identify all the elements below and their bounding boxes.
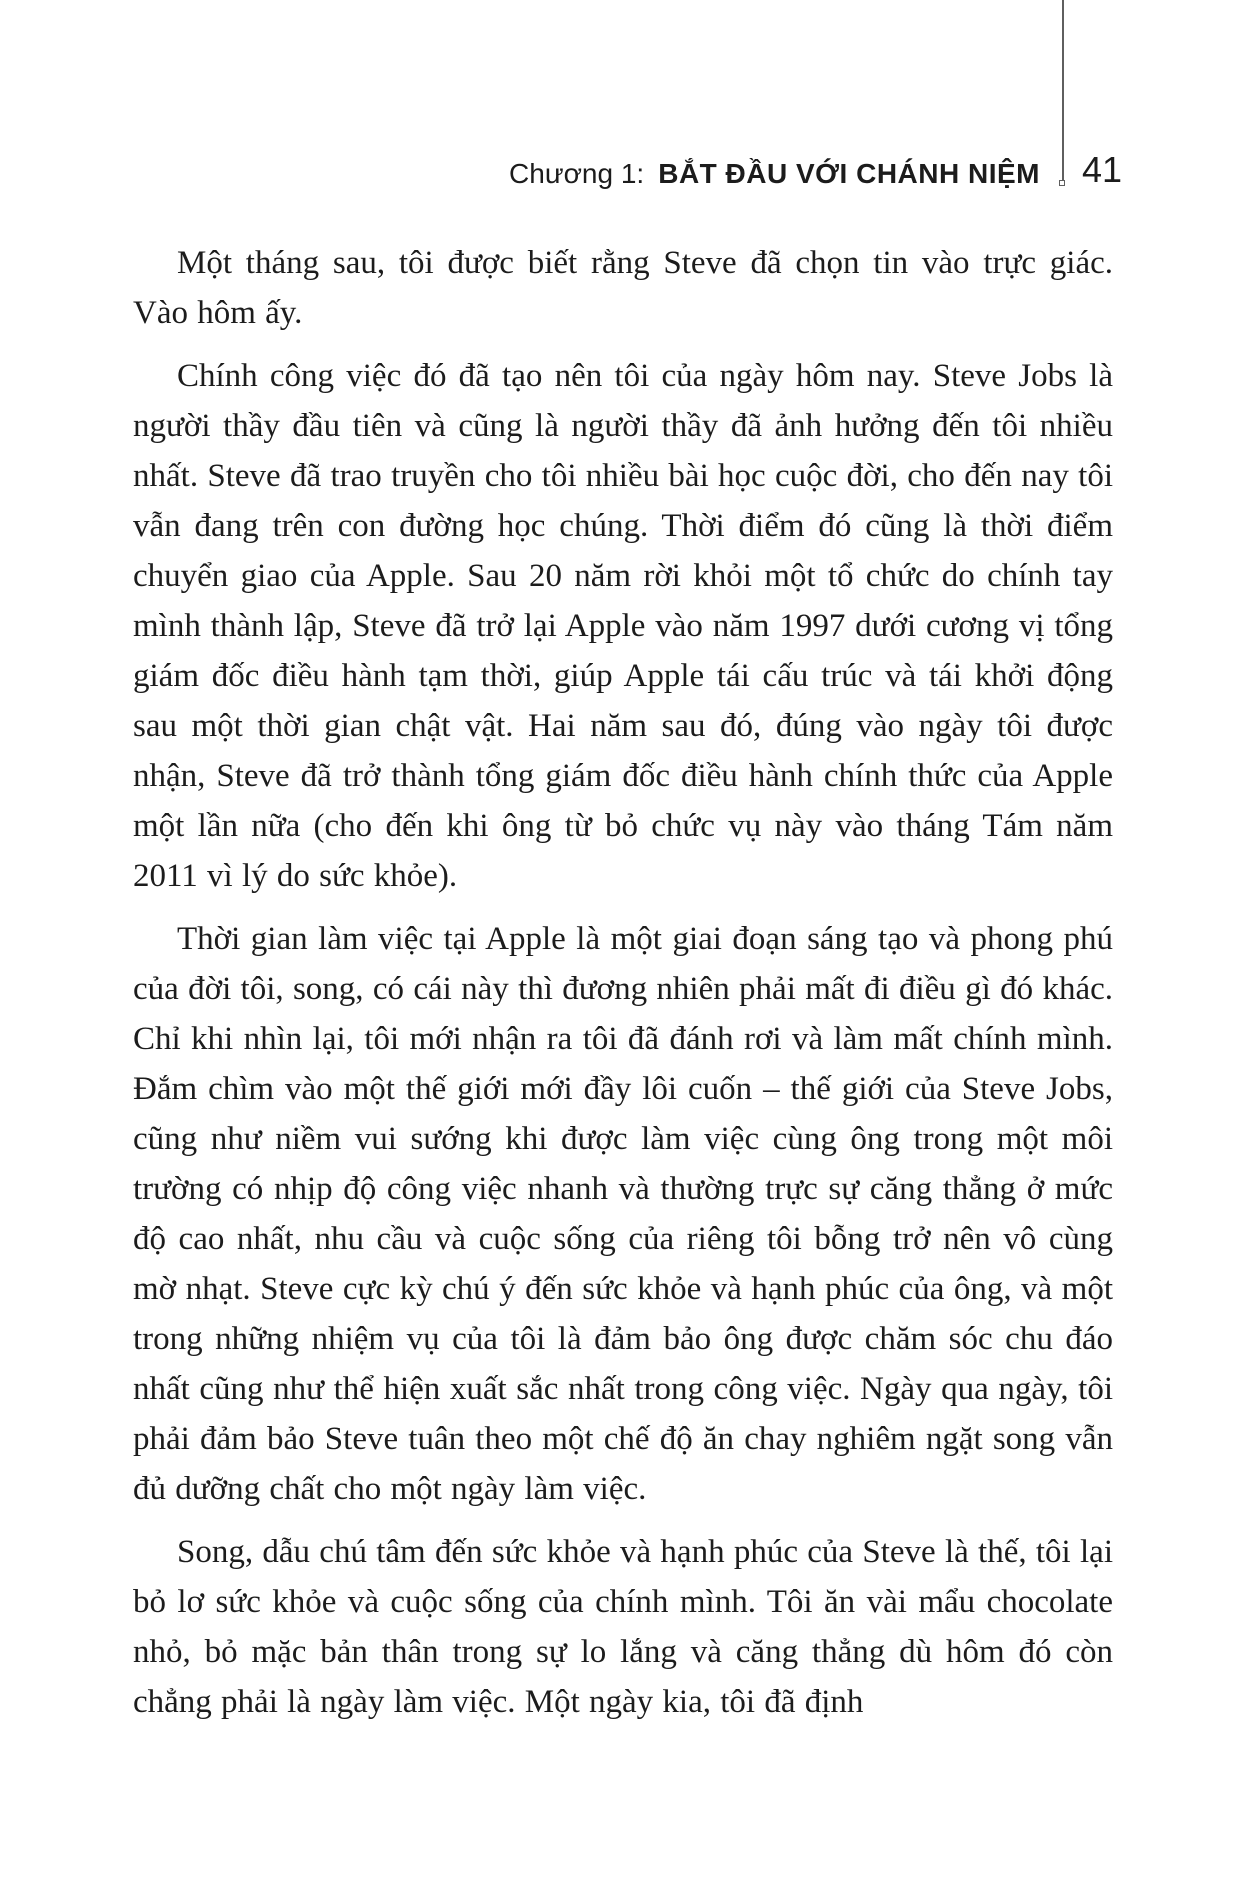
paragraph: Chính công việc đó đã tạo nên tôi của ngày hôm nay. Steve Jobs là người thầy đầu tiên và cũng là người thầy đã ảnh hưởng đến tôi nhiều nhất. Steve đã trao truyền cho tôi nhiều bài học cuộc đời, cho đến nay tôi vẫn đang trên con đường học chúng. Thời điểm đó cũng là thời điểm chuyển giao của Apple. Sau 20 năm rời khỏi một tổ chức do chính tay mình thành lập, Steve đã trở lại Apple vào năm 1997 dưới cương vị tổng giám đốc điều hành tạm thời, giúp Apple tái cấu trúc và tái khởi động sau một thời gian chật vật. Hai năm sau đó, đúng vào ngày tôi được nhận, Steve đã trở thành tổng giám đốc điều hành chính thức của Apple một lần nữa (cho đến khi ông từ bỏ chức vụ này vào tháng Tám năm 2011 vì lý do sức khỏe). <box>133 358 1113 894</box>
chapter-title: BẮT ĐẦU VỚI CHÁNH NIỆM <box>658 158 1040 189</box>
chapter-label: Chương 1: <box>509 158 645 189</box>
paragraph: Một tháng sau, tôi được biết rằng Steve đã chọn tin vào trực giác. Vào hôm ấy. <box>133 245 1113 331</box>
page-number: 41 <box>1082 149 1123 190</box>
paragraph: Song, dẫu chú tâm đến sức khỏe và hạnh phúc của Steve là thế, tôi lại bỏ lơ sức khỏe và cuộc sống của chính mình. Tôi ăn vài mẩu chocolate nhỏ, bỏ mặc bản thân trong sự lo lắng và căng thẳng dù hôm đó còn chẳng phải là ngày làm việc. Một ngày kia, tôi đã định <box>133 1534 1113 1720</box>
running-header <box>509 158 1040 190</box>
body-text <box>133 238 1113 1740</box>
header-vertical-rule <box>1062 0 1064 182</box>
paragraph: Thời gian làm việc tại Apple là một giai đoạn sáng tạo và phong phú của đời tôi, song, có cái này thì đương nhiên phải mất đi điều gì đó khác. Chỉ khi nhìn lại, tôi mới nhận ra tôi đã đánh rơi và làm mất chính mình. Đắm chìm vào một thế giới mới đầy lôi cuốn – thế giới của Steve Jobs, cũng như niềm vui sướng khi được làm việc cùng ông trong một môi trường có nhịp độ công việc nhanh và thường trực sự căng thẳng ở mức độ cao nhất, nhu cầu và cuộc sống của riêng tôi bỗng trở nên vô cùng mờ nhạt. Steve cực kỳ chú ý đến sức khỏe và hạnh phúc của ông, và một trong những nhiệm vụ của tôi là đảm bảo ông được chăm sóc chu đáo nhất cũng như thể hiện xuất sắc nhất trong công việc. Ngày qua ngày, tôi phải đảm bảo Steve tuân theo một chế độ ăn chay nghiêm ngặt song vẫn đủ dưỡng chất cho một ngày làm việc. <box>133 921 1113 1507</box>
header-rule-end-dot <box>1059 180 1065 186</box>
